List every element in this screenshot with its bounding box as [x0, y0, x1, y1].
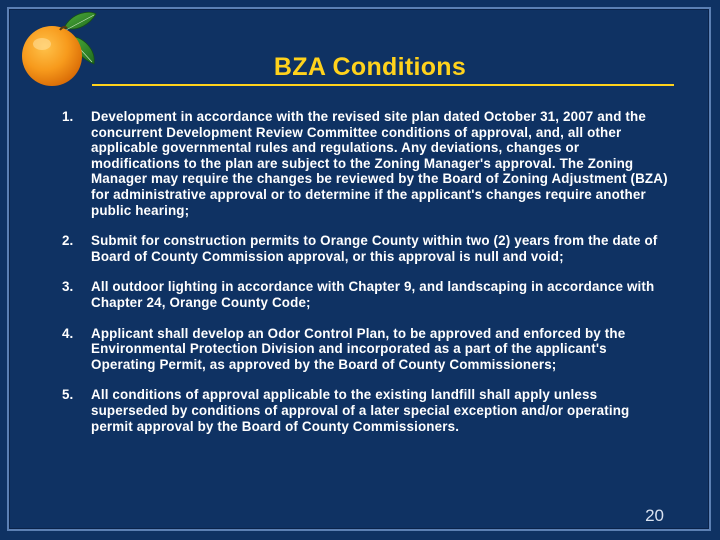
slide-title: BZA Conditions	[273, 53, 467, 81]
condition-item	[62, 387, 672, 434]
condition-item	[62, 326, 672, 373]
condition-text: Submit for construction permits to Orange County within two (2) years from the date of Board of County Commission approval, or this approval is null and void;	[91, 233, 658, 264]
page-number: 20	[645, 506, 664, 525]
condition-text: All conditions of approval applicable to the existing landfill shall apply unless superseded by conditions of approval of a later special exception and/or operating permit approval by the Board of County Commissioners.	[91, 387, 630, 434]
condition-number: 1.	[62, 109, 74, 124]
condition-number: 5.	[62, 387, 74, 403]
orange-fruit-icon	[14, 10, 100, 92]
condition-number: 2.	[62, 233, 74, 249]
title-underline	[92, 84, 674, 86]
condition-item	[62, 279, 672, 310]
conditions-list	[62, 109, 672, 449]
condition-text: Applicant shall develop an Odor Control Plan, to be approved and enforced by the Environmental Protection Division and incorporated as a part of the applicant's Operating Permit, as approved by the Board of County Commissioners;	[91, 325, 626, 372]
condition-number: 3.	[62, 279, 74, 295]
condition-text: All outdoor lighting in accordance with Chapter 9, and landscaping in accordance with Chapter 24, Orange County Code;	[91, 279, 655, 310]
condition-number: 4.	[62, 325, 74, 341]
condition-text: Development in accordance with the revised site plan dated October 31, 2007 and the concurrent Development Review Committee conditions of approval, and, all other applicable governmental rules and regulations. Any deviations, changes or modifications to the plan are subject to the Zoning Manager's approval. The Zoning Manager may require the changes be reviewed by the Board of Zoning Adjustment (BZA) for administrative approval or to determine if the applicant's changes require another public hearing;	[91, 109, 668, 218]
condition-item	[62, 233, 672, 264]
condition-item	[62, 109, 672, 218]
